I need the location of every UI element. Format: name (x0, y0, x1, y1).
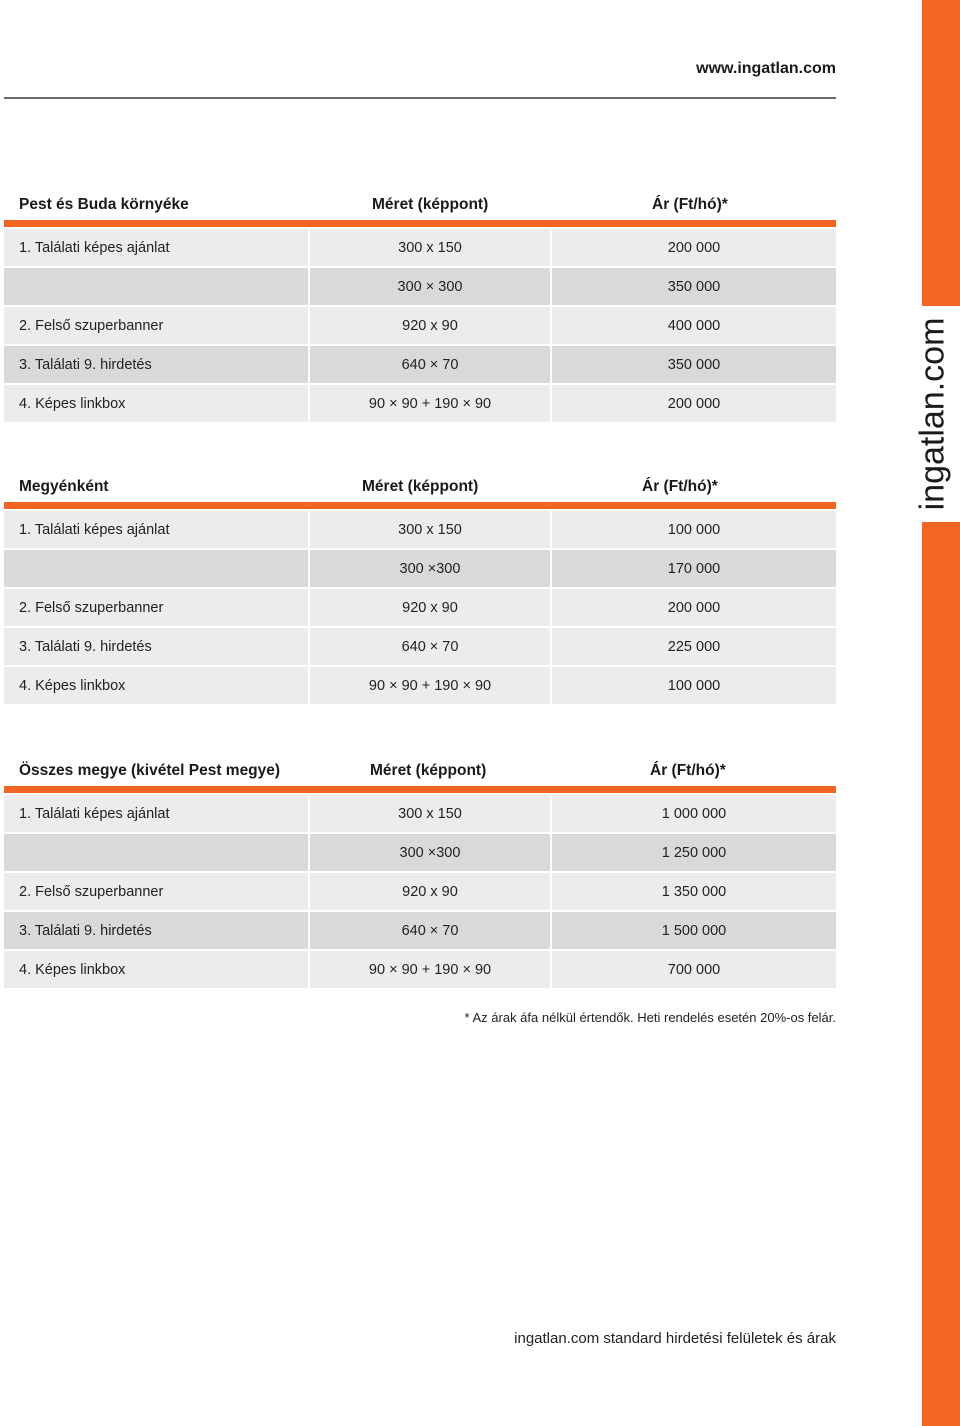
orange-divider (4, 786, 836, 793)
site-url: www.ingatlan.com (696, 60, 836, 77)
cell-product: 4. Képes linkbox (4, 951, 308, 988)
cell-size: 300 x 150 (310, 229, 550, 266)
table-row (4, 628, 836, 665)
cell-size: 640 × 70 (310, 346, 550, 383)
cell-product: 3. Találati 9. hirdetés (4, 628, 308, 665)
cell-size: 920 x 90 (310, 589, 550, 626)
cell-price: 200 000 (552, 229, 836, 266)
table-row (4, 951, 836, 988)
header-region: Összes megye (kivétel Pest megye) (19, 762, 281, 779)
cell-price: 700 000 (552, 951, 836, 988)
cell-size: 640 × 70 (310, 912, 550, 949)
footer-title: ingatlan.com standard hirdetési felületek és árak (514, 1330, 836, 1347)
table-row (4, 307, 836, 344)
cell-price: 100 000 (552, 511, 836, 548)
cell-size: 90 × 90 + 190 × 90 (310, 385, 550, 422)
header-size: Méret (képpont) (362, 478, 479, 495)
header-price: Ár (Ft/hó)* (650, 762, 726, 779)
cell-product: 1. Találati képes ajánlat (4, 511, 308, 548)
table-row (4, 667, 836, 704)
footnote: * Az árak áfa nélkül értendők. Heti rendelés esetén 20%-os felár. (464, 1010, 836, 1025)
table-header (4, 190, 836, 220)
table-row (4, 268, 836, 305)
table-row (4, 873, 836, 910)
table-row (4, 229, 836, 266)
table-row (4, 589, 836, 626)
cell-product (4, 834, 308, 871)
cell-price: 350 000 (552, 346, 836, 383)
cell-size: 90 × 90 + 190 × 90 (310, 667, 550, 704)
cell-price: 100 000 (552, 667, 836, 704)
cell-product: 3. Találati 9. hirdetés (4, 912, 308, 949)
table-row (4, 550, 836, 587)
table-row (4, 511, 836, 548)
cell-size: 300 × 300 (310, 268, 550, 305)
table-row (4, 834, 836, 871)
cell-product: 4. Képes linkbox (4, 385, 308, 422)
cell-price: 1 000 000 (552, 795, 836, 832)
cell-size: 300 ×300 (310, 550, 550, 587)
cell-size: 920 x 90 (310, 873, 550, 910)
header-size: Méret (képpont) (370, 762, 487, 779)
cell-price: 200 000 (552, 589, 836, 626)
header-region: Pest és Buda környéke (19, 196, 189, 213)
side-accent-bar (922, 0, 960, 1426)
cell-product: 1. Találati képes ajánlat (4, 229, 308, 266)
cell-price: 1 250 000 (552, 834, 836, 871)
orange-divider (4, 502, 836, 509)
table-row (4, 385, 836, 422)
header-divider (4, 97, 836, 99)
table-header (4, 472, 836, 502)
table-row (4, 346, 836, 383)
cell-size: 920 x 90 (310, 307, 550, 344)
header-size: Méret (képpont) (372, 196, 489, 213)
table-row (4, 795, 836, 832)
cell-price: 170 000 (552, 550, 836, 587)
header-price: Ár (Ft/hó)* (642, 478, 718, 495)
cell-size: 300 x 150 (310, 795, 550, 832)
cell-product: 3. Találati 9. hirdetés (4, 346, 308, 383)
cell-price: 1 350 000 (552, 873, 836, 910)
table-row (4, 912, 836, 949)
orange-divider (4, 220, 836, 227)
price-table-all-counties (4, 756, 836, 988)
cell-price: 350 000 (552, 268, 836, 305)
cell-price: 225 000 (552, 628, 836, 665)
cell-product (4, 268, 308, 305)
cell-size: 300 ×300 (310, 834, 550, 871)
cell-size: 90 × 90 + 190 × 90 (310, 951, 550, 988)
cell-size: 300 x 150 (310, 511, 550, 548)
cell-product: 1. Találati képes ajánlat (4, 795, 308, 832)
cell-size: 640 × 70 (310, 628, 550, 665)
cell-product: 2. Felső szuperbanner (4, 589, 308, 626)
table-header (4, 756, 836, 786)
header-price: Ár (Ft/hó)* (652, 196, 728, 213)
cell-price: 400 000 (552, 307, 836, 344)
cell-price: 1 500 000 (552, 912, 836, 949)
cell-product: 2. Felső szuperbanner (4, 873, 308, 910)
price-table-counties (4, 472, 836, 704)
cell-price: 200 000 (552, 385, 836, 422)
header-region: Megyénként (19, 478, 109, 495)
cell-product: 4. Képes linkbox (4, 667, 308, 704)
side-logo-text: ingatlan.com (913, 317, 952, 511)
cell-product: 2. Felső szuperbanner (4, 307, 308, 344)
cell-product (4, 550, 308, 587)
price-table-pest-buda (4, 190, 836, 422)
